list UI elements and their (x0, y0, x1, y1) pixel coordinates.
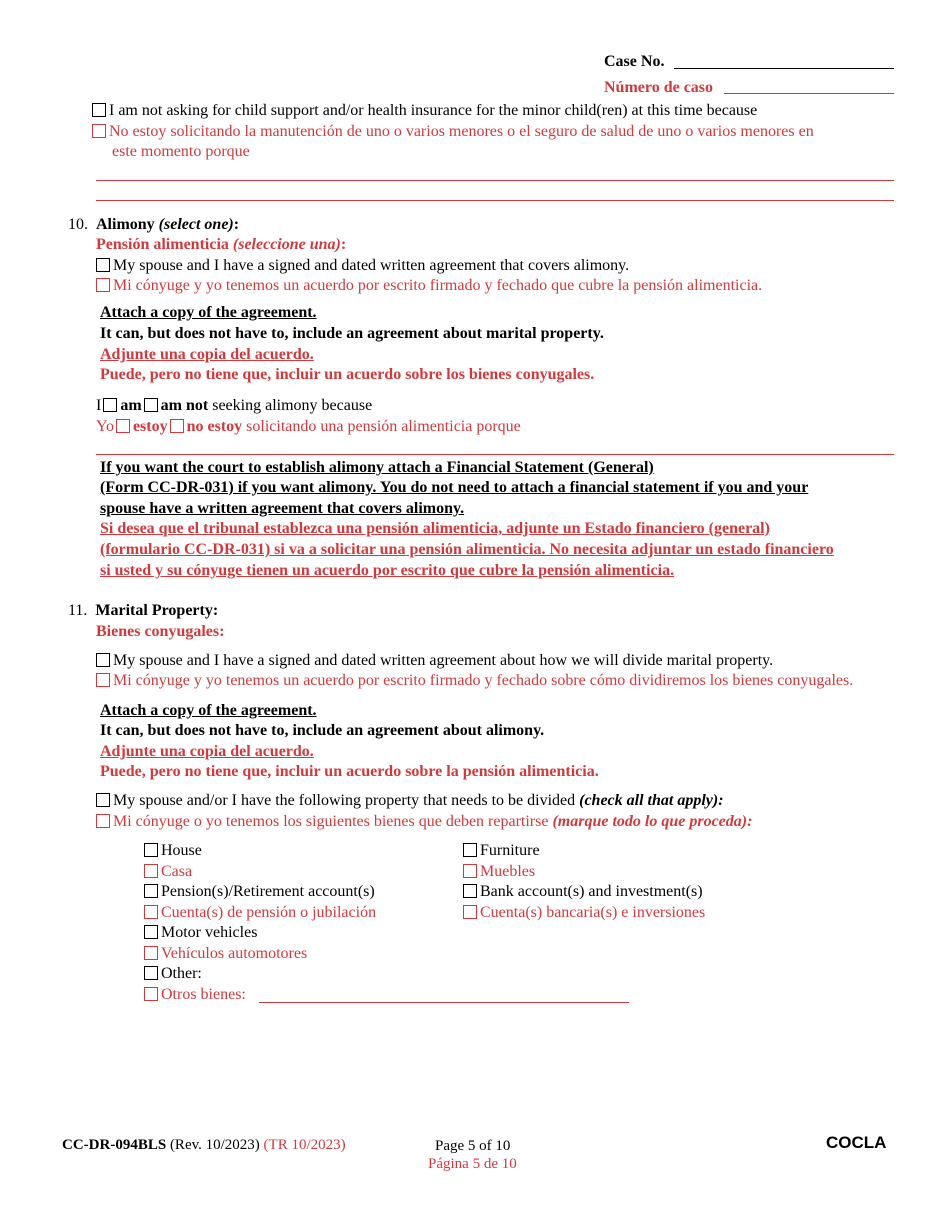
other-option-es: Otros bienes: (144, 985, 246, 1005)
property-attach-detail: It can, but does not have to, include an agreement about alimony. (100, 722, 545, 739)
motor-vehicles-checkbox-es[interactable] (144, 946, 158, 960)
property-agreement-option: My spouse and I have a signed and dated written agreement about how we will divide marital property. (96, 651, 773, 671)
pension-checkbox[interactable] (144, 884, 158, 898)
alimony-reason-line[interactable] (96, 454, 894, 455)
case-no-line[interactable] (674, 68, 894, 69)
property-agreement-checkbox[interactable] (96, 653, 110, 667)
property-attach-detail-es: Puede, pero no tiene que, incluir un acuerdo sobre la pensión alimenticia. (100, 763, 599, 780)
property-agreement-option-es: Mi cónyuge y yo tenemos un acuerdo por escrito firmado y fechado sobre cómo dividiremos los bienes conyugales. (96, 671, 853, 691)
property-divide-checkbox[interactable] (96, 793, 110, 807)
property-attach-note: Attach a copy of the agreement. (100, 702, 317, 719)
bank-option: Bank account(s) and investment(s) (463, 882, 703, 902)
property-divide-option-es: Mi cónyuge o yo tenemos los siguientes bienes que deben repartirse (marque todo lo que proceda): (96, 812, 752, 832)
alimony-agreement-checkbox-es[interactable] (96, 278, 110, 292)
child-support-text-es-2: este momento porque (112, 143, 250, 160)
property-attach-note-es: Adjunte una copia del acuerdo. (100, 743, 314, 760)
house-option: House (144, 841, 202, 861)
child-support-reason-line-2[interactable] (96, 200, 894, 201)
financial-statement-note-es-1: Si desea que el tribunal establezca una pensión alimenticia, adjunte un Estado financiero (general) (100, 520, 770, 537)
alimony-attach-note: Attach a copy of the agreement. (100, 304, 317, 321)
page-number-es: Página 5 de 10 (428, 1156, 517, 1172)
pension-option-es: Cuenta(s) de pensión o jubilación (144, 903, 376, 923)
alimony-seeking-line-es: Yo estoy no estoy solicitando una pensión alimenticia porque (96, 418, 521, 435)
pension-option: Pension(s)/Retirement account(s) (144, 882, 375, 902)
case-no-label: Case No. (604, 53, 665, 70)
other-option: Other: (144, 964, 202, 984)
alimony-attach-detail: It can, but does not have to, include an agreement about marital property. (100, 325, 604, 342)
motor-vehicles-checkbox[interactable] (144, 925, 158, 939)
child-support-reason-line-1[interactable] (96, 180, 894, 181)
other-checkbox-es[interactable] (144, 987, 158, 1001)
property-agreement-checkbox-es[interactable] (96, 673, 110, 687)
case-no-label-es: Número de caso (604, 79, 714, 96)
other-checkbox[interactable] (144, 966, 158, 980)
property-heading-es: Bienes conyugales: (96, 623, 225, 640)
financial-statement-note-es-2: (formulario CC-DR-031) si va a solicitar una pensión alimenticia. No necesita adjuntar un estado financiero (100, 541, 834, 558)
alimony-agreement-option-es: Mi cónyuge y yo tenemos un acuerdo por escrito firmado y fechado que cubre la pensión alimenticia. (96, 276, 762, 296)
child-support-option-es: No estoy solicitando la manutención de uno o varios menores o el seguro de salud de uno o varios menores en (92, 122, 814, 142)
am-checkbox[interactable] (103, 398, 117, 412)
child-support-checkbox-es[interactable] (92, 124, 106, 138)
other-property-line[interactable] (259, 1002, 629, 1003)
alimony-agreement-checkbox[interactable] (96, 258, 110, 272)
financial-statement-note-es-3: si usted y su cónyuge tienen un acuerdo por escrito que cubre la pensión alimenticia. (100, 562, 675, 579)
alimony-agreement-option: My spouse and I have a signed and dated written agreement that covers alimony. (96, 256, 629, 276)
financial-statement-note-1: If you want the court to establish alimony attach a Financial Statement (General) (100, 459, 654, 476)
financial-statement-note-3: spouse have a written agreement that covers alimony. (100, 500, 465, 517)
child-support-option: I am not asking for child support and/or health insurance for the minor child(ren) at this time because (92, 101, 757, 121)
pension-checkbox-es[interactable] (144, 905, 158, 919)
bank-checkbox[interactable] (463, 884, 477, 898)
property-divide-checkbox-es[interactable] (96, 814, 110, 828)
property-divide-option: My spouse and/or I have the following property that needs to be divided (check all that apply): (96, 791, 724, 811)
motor-vehicles-option: Motor vehicles (144, 923, 257, 943)
property-heading: 11. Marital Property: (68, 602, 219, 619)
cocla-brand: COCLA (826, 1133, 887, 1152)
alimony-attach-detail-es: Puede, pero no tiene que, incluir un acuerdo sobre los bienes conyugales. (100, 366, 595, 383)
motor-vehicles-option-es: Vehículos automotores (144, 944, 307, 964)
alimony-seeking-line: I am am not seeking alimony because (96, 397, 373, 414)
estoy-checkbox[interactable] (116, 419, 130, 433)
financial-statement-note-2: (Form CC-DR-031) if you want alimony. You do not need to attach a financial statement if you and your (100, 479, 809, 496)
page-number: Page 5 of 10 (435, 1138, 511, 1154)
furniture-checkbox-es[interactable] (463, 864, 477, 878)
case-no-line-es[interactable] (724, 93, 894, 94)
bank-checkbox-es[interactable] (463, 905, 477, 919)
alimony-attach-note-es: Adjunte una copia del acuerdo. (100, 346, 314, 363)
house-checkbox[interactable] (144, 843, 158, 857)
furniture-checkbox[interactable] (463, 843, 477, 857)
child-support-checkbox[interactable] (92, 103, 106, 117)
alimony-heading: 10. Alimony (select one): (68, 216, 240, 233)
bank-option-es: Cuenta(s) bancaria(s) e inversiones (463, 903, 705, 923)
alimony-heading-es: Pensión alimenticia (seleccione una): (96, 236, 347, 253)
house-option-es: Casa (144, 862, 192, 882)
form-id-line: CC-DR-094BLS (Rev. 10/2023) (TR 10/2023) (62, 1137, 346, 1153)
no-estoy-checkbox[interactable] (170, 419, 184, 433)
furniture-option: Furniture (463, 841, 540, 861)
house-checkbox-es[interactable] (144, 864, 158, 878)
furniture-option-es: Muebles (463, 862, 535, 882)
am-not-checkbox[interactable] (144, 398, 158, 412)
